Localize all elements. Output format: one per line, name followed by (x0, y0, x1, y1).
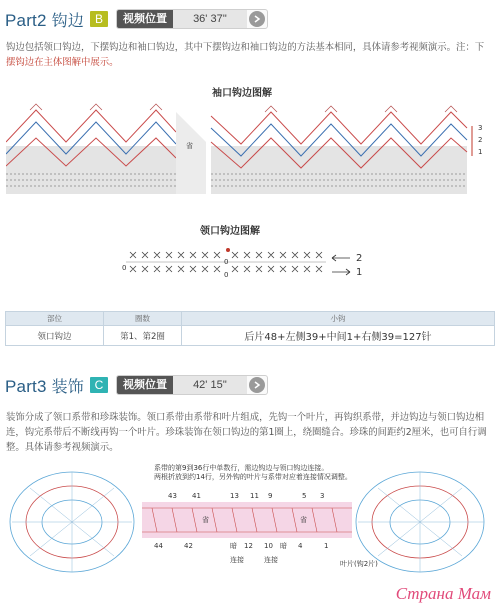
part2-video-position[interactable] (116, 9, 268, 29)
arrow-left-icon (332, 255, 350, 261)
mid-label-an-1: 暗 (230, 542, 237, 550)
bottom-number-42: 42 (184, 542, 193, 550)
diagram-note-1: 系带的第9到36行中单数行，需边钩边与领口钩边连接。 (154, 464, 329, 472)
mid-label-an-2: 暗 (280, 542, 287, 550)
watermark-logo: Страна Мам (395, 584, 491, 603)
left-panel-fans (30, 104, 162, 110)
mid-label-sheng-1: 省 (202, 516, 209, 524)
left-panel-fill (6, 146, 176, 194)
table-cell-rounds: 第1、第2圈 (104, 326, 182, 346)
diagram-note-2: 两根折放到约14行，另外钩的叶片与系带对应着连接情况调整。 (154, 473, 352, 481)
part2-letter-badge: B (90, 11, 108, 27)
right-panel-fans (265, 106, 457, 112)
mid-label-sheng-2: 省 (300, 516, 307, 524)
top-number-43: 43 (168, 492, 177, 500)
table-cell-stitches: 后片48+左侧39+中间1+右侧39=127针 (182, 326, 495, 346)
connect-label-1: 连接 (230, 556, 244, 564)
zero-label-2: 0 (224, 271, 229, 279)
table-row (6, 326, 495, 346)
part3-title: Part3 装饰 (5, 376, 84, 396)
top-number-5: 5 (302, 492, 307, 500)
neckline-edging-title: 领口钩边图解 (200, 226, 260, 237)
part3-paragraph: 装饰分成了领口系带和珍珠装饰。领口系带由系带和叶片组成，先钩一个叶片，再钩织系带，并边钩边与领口钩边相连，钩完系带后不断线再钩一个叶片。珍珠装饰在领口钩边的第1圈上，绕圈缝合。珍珠的间距约2厘米，也可自行调整。具体请参考视频演示。 (6, 412, 487, 453)
label-sheng: 省 (186, 142, 193, 150)
play-arrow-icon[interactable] (249, 11, 265, 27)
part2-paragraph: 钩边包括领口钩边，下摆钩边和袖口钩边，其中下摆钩边和袖口钩边的方法基本相同，具体请参考视频演示。注：下 摆钩边在主体图解中展示。 (6, 42, 485, 68)
part2-header (5, 6, 268, 32)
arrow-right-icon (332, 269, 350, 275)
neckline-edging-diagram (120, 244, 370, 284)
table-header-stitches: 小钩 (182, 312, 495, 326)
sleeve-edging-title: 袖口钩边图解 (212, 88, 272, 99)
top-number-13: 13 (230, 492, 239, 500)
table-header-part: 部位 (6, 312, 104, 326)
video-position-label: 视频位置 (117, 10, 173, 28)
top-number-3: 3 (320, 492, 325, 500)
middle-panel-fill (176, 112, 206, 194)
right-leaf (356, 472, 484, 572)
bottom-number-44: 44 (154, 542, 163, 550)
table-header-row (6, 312, 495, 326)
row-label-1: 1 (478, 148, 483, 156)
zero-label-1: 0 (224, 258, 229, 266)
sleeve-edging-diagram (6, 102, 494, 194)
bottom-number-4: 4 (298, 542, 303, 550)
top-number-9: 9 (268, 492, 273, 500)
stitch-count-table (5, 311, 495, 346)
tie-band-fill (142, 502, 352, 538)
row-label-3: 3 (478, 124, 483, 132)
right-panel-fill (211, 146, 467, 194)
row-1-label: 1 (356, 267, 363, 278)
video-position-label: 视频位置 (117, 376, 173, 394)
row-2-label: 2 (356, 253, 363, 264)
table-header-rounds: 圈数 (104, 312, 182, 326)
bottom-number-10: 10 (264, 542, 273, 550)
left-leaf (10, 472, 134, 572)
start-dot (226, 248, 230, 252)
bottom-number-12: 12 (244, 542, 253, 550)
part3-video-position[interactable] (116, 375, 268, 395)
video-time: 42' 15'' (173, 376, 247, 394)
part2-title: Part2 钩边 (5, 10, 84, 30)
connect-label-2: 连接 (264, 556, 278, 564)
table-cell-part: 领口钩边 (6, 326, 104, 346)
leaf-side-note: 叶片(钩2片) (340, 560, 378, 568)
play-arrow-icon[interactable] (249, 377, 265, 393)
top-number-11: 11 (250, 492, 259, 500)
top-number-41: 41 (192, 492, 201, 500)
part3-letter-badge: C (90, 377, 108, 393)
part3-header (5, 372, 268, 398)
video-time: 36' 37'' (173, 10, 247, 28)
decoration-diagram (2, 462, 496, 580)
row-label-2: 2 (478, 136, 483, 144)
zero-label-3: 0 (122, 264, 127, 272)
bottom-number-1: 1 (324, 542, 329, 550)
